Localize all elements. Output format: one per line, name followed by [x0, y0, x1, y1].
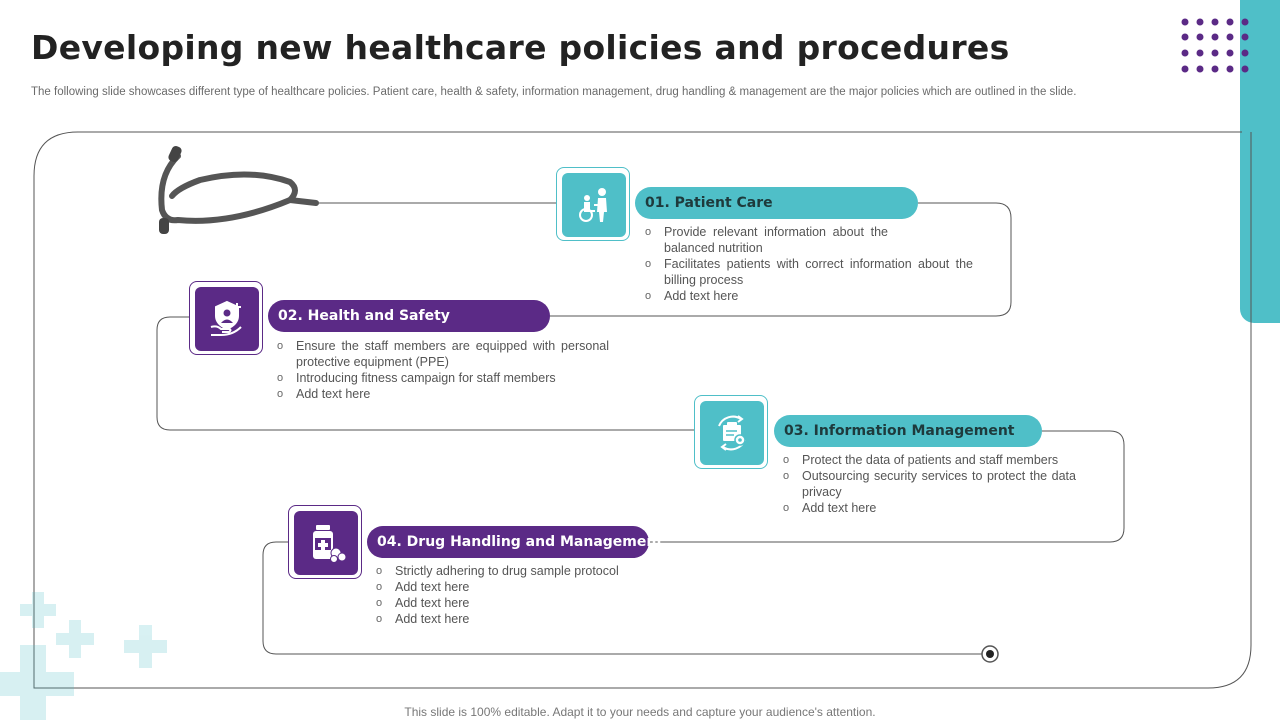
- patient-care-bullets: [645, 224, 973, 304]
- information-management-bullets: [783, 452, 1076, 516]
- list-item: o Outsourcing security services to protect the data privacy: [783, 468, 1076, 500]
- list-item: o Facilitates patients with correct information about the billing process: [645, 256, 973, 288]
- list-item: o Add text here: [376, 579, 646, 595]
- drug-handling-icon-box: [288, 505, 362, 579]
- list-item: o Strictly adhering to drug sample protocol: [376, 563, 646, 579]
- information-management-icon: [711, 412, 753, 454]
- list-item: o Add text here: [376, 611, 646, 627]
- health-safety-icon: [207, 299, 247, 339]
- dot-grid-decoration: [1181, 16, 1257, 76]
- list-item: o Introducing fitness campaign for staff members: [277, 370, 609, 386]
- policy-title-patient-care: 01. Patient Care: [635, 187, 918, 219]
- patient-care-icon: [574, 185, 614, 225]
- health-safety-icon-box: [189, 281, 263, 355]
- health-safety-bullets: [277, 338, 609, 402]
- list-item: o Protect the data of patients and staff members: [783, 452, 1076, 468]
- list-item: o Ensure the staff members are equipped with personal protective equipment (PPE): [277, 338, 609, 370]
- drug-bottle-icon: [306, 523, 346, 563]
- list-item: o Add text here: [783, 500, 1076, 516]
- footer-note: This slide is 100% editable. Adapt it to your needs and capture your audience's attention.: [404, 705, 876, 719]
- policy-title-information-management: 03. Information Management: [774, 415, 1042, 447]
- page-subtitle: The following slide showcases different type of healthcare policies. Patient care, health & safety, information management, drug handling & management are the major policies which are outlined in the slide.: [31, 86, 1077, 98]
- end-node-icon: [982, 646, 998, 662]
- patient-care-icon-box: [556, 167, 630, 241]
- list-item: o Add text here: [277, 386, 609, 402]
- drug-handling-bullets: [376, 563, 646, 627]
- cross-decoration: [0, 592, 167, 720]
- policy-title-health-safety: 02. Health and Safety: [268, 300, 550, 332]
- list-item: o Provide relevant information about the balanced nutrition: [645, 224, 888, 256]
- page-title: Developing new healthcare policies and procedures: [31, 28, 1010, 67]
- stethoscope-icon: [159, 145, 556, 234]
- list-item: o Add text here: [645, 288, 973, 304]
- list-item: o Add text here: [376, 595, 646, 611]
- information-management-icon-box: [694, 395, 768, 469]
- policy-title-drug-handling: 04. Drug Handling and Management: [367, 526, 649, 558]
